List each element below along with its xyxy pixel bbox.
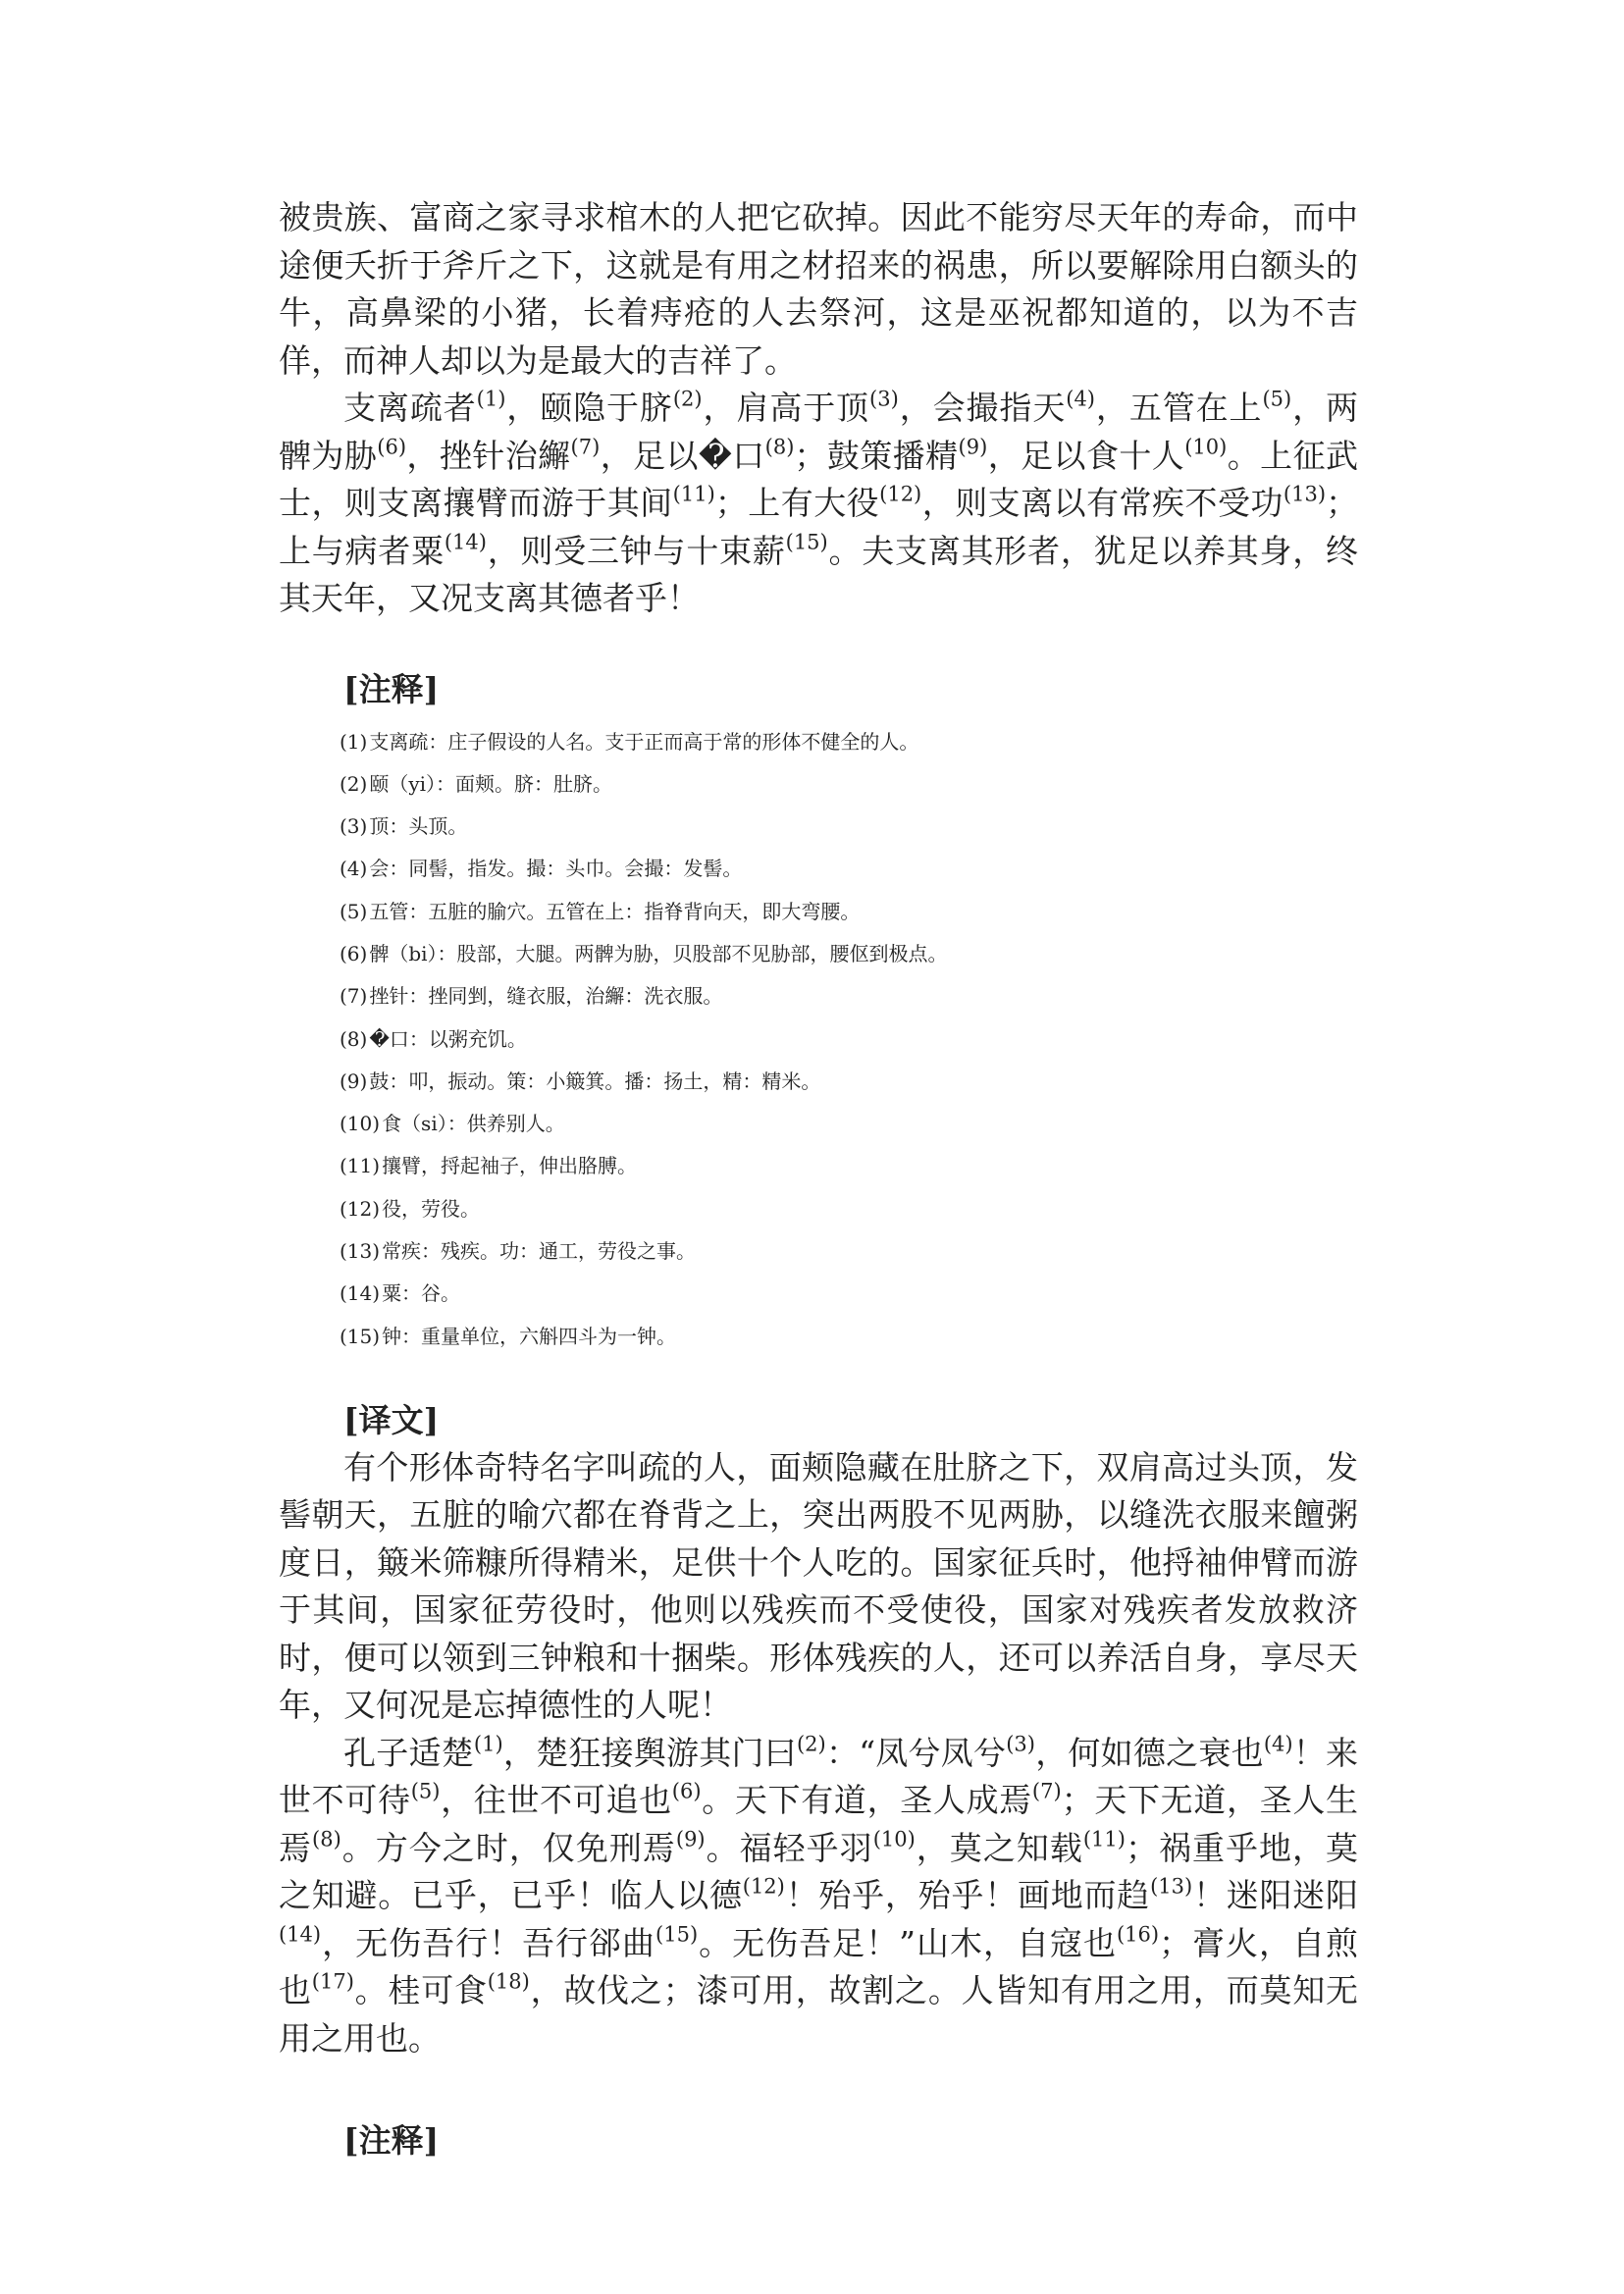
text-segment: ，往世不可追也 <box>440 1781 672 1820</box>
note-item <box>340 1061 1358 1103</box>
note-item <box>340 1145 1358 1187</box>
footnote-marker: (4) <box>1263 1732 1293 1756</box>
note-number: (5) <box>340 899 368 923</box>
note-text: 常疾：残疾。功：通工，劳役之事。 <box>382 1239 697 1264</box>
note-number: (10) <box>340 1112 381 1136</box>
note-text: 鼓：叩，振动。策：小簸箕。播：扬土，精：精米。 <box>369 1069 821 1093</box>
text-segment: ！来世不可待 <box>279 1733 1359 1820</box>
note-text: 颐（yi）：面颊。脐：肚脐。 <box>369 771 613 796</box>
note-item <box>340 1103 1358 1145</box>
note-text: �口：以粥充饥。 <box>369 1026 527 1051</box>
notes-list <box>279 721 1358 1358</box>
text-segment: ！迷阳迷阳 <box>1192 1876 1359 1915</box>
footnote-marker: (14) <box>444 529 487 553</box>
text-segment: 。天下有道，圣人成焉 <box>701 1781 1032 1820</box>
footnote-marker: (17) <box>311 1969 354 1994</box>
note-item <box>340 763 1358 806</box>
note-text: 食（si）：供养别人。 <box>382 1112 565 1136</box>
footnote-marker: (10) <box>1184 434 1228 458</box>
paragraph-zhili-shu <box>279 385 1358 623</box>
footnote-marker: (12) <box>742 1874 785 1899</box>
text-segment: 被贵族、富商之家寻求棺木的人把它砍掉。因此不能穷尽天年的寿命，而中途便夭折于斧斤之下，这就是有用之材招来的祸患，所以要解除用白额头的牛，高鼻梁的小猪，长着痔疮的人去祭河，这是巫祝都知道的，以为不吉佯，而神人却以为是最大的吉祥了。 <box>279 198 1358 380</box>
note-number: (7) <box>340 984 368 1009</box>
footnote-marker: (3) <box>869 387 899 411</box>
footnote-marker: (9) <box>675 1827 706 1851</box>
text-segment: 孔子适楚 <box>343 1733 474 1772</box>
text-segment: ，颐隐于脐 <box>505 389 673 427</box>
paragraph-continuation <box>279 194 1358 385</box>
note-text: 役，劳役。 <box>382 1196 481 1221</box>
note-number: (4) <box>340 857 368 881</box>
footnote-marker: (18) <box>487 1969 530 1994</box>
text-segment: 。方今之时，仅免刑焉 <box>341 1828 676 1867</box>
footnote-marker: (13) <box>1150 1874 1193 1899</box>
footnote-marker: (15) <box>655 1922 699 1947</box>
note-number: (15) <box>340 1324 381 1348</box>
note-item <box>340 806 1358 848</box>
note-number: (2) <box>340 771 368 796</box>
note-item <box>340 975 1358 1017</box>
note-text: 支离疏：庄子假设的人名。支于正而高于常的形体不健全的人。 <box>369 729 919 754</box>
text-segment: ，故伐之；漆可用，故割之。人皆知有用之用，而莫知无用之用也。 <box>279 1971 1359 2058</box>
footnote-marker: (7) <box>570 434 601 458</box>
text-segment: ，会撮指天 <box>898 389 1067 427</box>
footnote-marker: (1) <box>473 1732 503 1756</box>
note-number: (11) <box>340 1154 381 1178</box>
text-segment: 有个形体奇特名字叫疏的人，面颊隐藏在肚脐之下，双肩高过头顶，发髻朝天，五脏的喻穴都在脊背之上，突出两股不见两胁，以缝洗衣服来饘粥度日，簸米筛糠所得精米，足供十个人吃的。国家征兵时，他捋袖伸臂而游于其间，国家征劳役时，他则以残疾而不受使役，国家对残疾者发放救济时，便可以领到三钟粮和十捆柴。形体残疾的人，还可以养活自身，享尽天年，又何况是忘掉德性的人呢！ <box>279 1447 1358 1725</box>
note-number: (12) <box>340 1196 381 1221</box>
paragraph-translation <box>279 1444 1358 1730</box>
note-number: (3) <box>340 814 368 839</box>
text-segment: 。无伤吾足！”山木，自寇也 <box>698 1923 1117 1962</box>
note-number: (6) <box>340 941 368 965</box>
footnote-marker: (11) <box>1082 1827 1126 1851</box>
footnote-marker: (11) <box>672 482 715 506</box>
note-number: (14) <box>340 1281 381 1306</box>
text-segment: ，足以食十人 <box>987 436 1185 475</box>
text-segment: ；鼓策播精 <box>794 436 959 475</box>
note-text: 会：同髻，指发。撮：头巾。会撮：发髻。 <box>369 857 743 881</box>
footnote-marker: (14) <box>279 1922 322 1947</box>
note-item <box>340 891 1358 933</box>
note-item <box>340 1018 1358 1061</box>
note-number: (9) <box>340 1069 368 1093</box>
text-segment: 支离疏者 <box>343 389 477 427</box>
text-segment: ：“凤兮凤兮 <box>825 1733 1007 1772</box>
footnote-marker: (2) <box>796 1732 826 1756</box>
footnote-marker: (5) <box>1262 387 1292 411</box>
note-item <box>340 1188 1358 1230</box>
note-number: (1) <box>340 729 368 754</box>
text-segment: ，莫之知载 <box>915 1828 1083 1867</box>
footnote-marker: (4) <box>1066 387 1095 411</box>
note-text: 五管：五脏的腧穴。五管在上：指脊背向天，即大弯腰。 <box>369 899 861 923</box>
text-segment: ，足以�口 <box>600 436 765 475</box>
footnote-marker: (2) <box>672 387 703 411</box>
footnote-marker: (8) <box>312 1827 341 1851</box>
text-segment: ；膏火，自煎也 <box>279 1923 1359 2010</box>
translation-heading: [译文] <box>343 1400 440 1439</box>
note-number: (13) <box>340 1239 381 1264</box>
footnote-marker: (1) <box>476 387 506 411</box>
note-text: 顶：头顶。 <box>369 814 468 839</box>
footnote-marker: (7) <box>1031 1779 1062 1803</box>
footnote-marker: (5) <box>410 1779 441 1803</box>
text-segment: 。夫支离其形者，犹足以养其身，终其天年，又况支离其德者乎！ <box>279 531 1359 617</box>
footnote-marker: (15) <box>785 529 828 553</box>
footnote-marker: (16) <box>1116 1922 1160 1947</box>
footnote-marker: (6) <box>377 434 407 458</box>
text-segment: ，五管在上 <box>1095 389 1263 427</box>
text-segment: ；祸重乎地，莫之知避。已乎，已乎！临人以德 <box>279 1828 1359 1915</box>
note-text: 攘臂，捋起袖子，伸出胳膊。 <box>382 1154 638 1178</box>
note-item <box>340 1230 1358 1273</box>
paragraph-confucius-chu <box>279 1730 1358 2063</box>
notes-heading: [注释] <box>343 669 440 708</box>
text-segment: ，何如德之衰也 <box>1034 1733 1264 1772</box>
footnote-marker: (12) <box>879 482 922 506</box>
footnote-marker: (9) <box>958 434 988 458</box>
text-segment: 。上征武士，则支离攘臂而游于其间 <box>279 436 1359 522</box>
footnote-marker: (10) <box>872 1827 916 1851</box>
note-item <box>340 1273 1358 1315</box>
text-segment: ！殆乎，殆乎！画地而趋 <box>784 1876 1151 1915</box>
note-number: (8) <box>340 1026 368 1051</box>
note-item <box>340 721 1358 763</box>
text-segment: ，则支离以有常疾不受功 <box>921 484 1283 522</box>
text-segment: ；上与病者粟 <box>279 484 1359 570</box>
document-page <box>279 194 1358 2164</box>
note-item <box>340 1316 1358 1358</box>
note-text: 髀（bi）：股部，大腿。两髀为胁，贝股部不见胁部，腰伛到极点。 <box>369 941 948 965</box>
footnote-marker: (8) <box>764 434 795 458</box>
text-segment: ，无伤吾行！吾行郤曲 <box>321 1923 656 1962</box>
text-segment: ，则受三钟与十束薪 <box>486 531 786 570</box>
text-segment: 。福轻乎羽 <box>705 1828 873 1867</box>
text-segment: ；天下无道，圣人生焉 <box>279 1781 1359 1867</box>
text-segment: ，两髀为胁 <box>279 389 1359 475</box>
text-segment: ；上有大役 <box>714 484 880 522</box>
text-segment: ，肩高于顶 <box>702 389 870 427</box>
text-segment: 。桂可食 <box>353 1971 488 2010</box>
footnote-marker: (6) <box>671 1779 702 1803</box>
note-text: 挫针：挫同剉，缝衣服，治繲：洗衣服。 <box>369 984 723 1009</box>
note-text: 粟：谷。 <box>382 1281 461 1306</box>
note-item <box>340 933 1358 975</box>
footnote-marker: (13) <box>1283 482 1327 506</box>
notes-heading-second: [注释] <box>343 2121 440 2161</box>
note-item <box>340 848 1358 890</box>
text-segment: ，楚狂接舆游其门曰 <box>502 1733 797 1772</box>
text-segment: ，挫针治繲 <box>406 436 571 475</box>
footnote-marker: (3) <box>1006 1732 1035 1756</box>
note-text: 钟：重量单位，六斛四斗为一钟。 <box>382 1324 677 1348</box>
